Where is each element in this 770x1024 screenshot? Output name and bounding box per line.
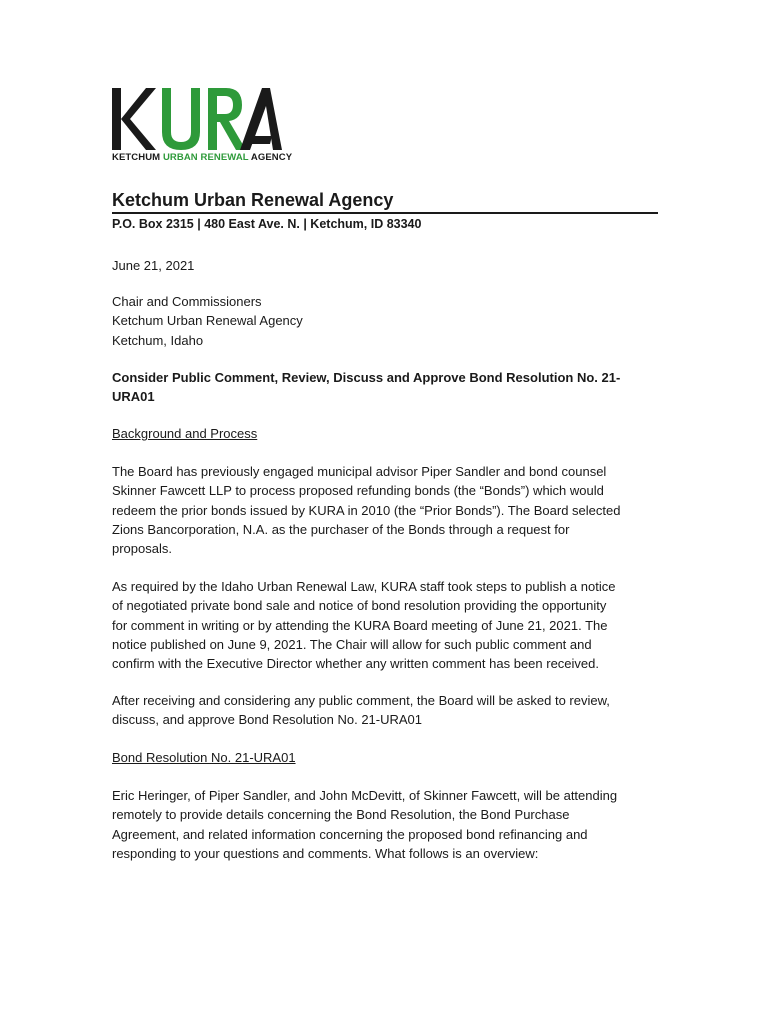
kura-logo bbox=[112, 88, 293, 168]
recipient-line: Chair and Commissioners bbox=[112, 294, 262, 309]
section-heading-bond-resolution: Bond Resolution No. 21-URA01 bbox=[112, 750, 296, 765]
recipient-line: Ketchum Urban Renewal Agency bbox=[112, 313, 303, 329]
letter-date: June 21, 2021 bbox=[112, 258, 195, 273]
paragraph-background-2: As required by the Idaho Urban Renewal Law, KURA staff took steps to publish a notice of negotiated private bond sale and notice of bond resolution providing the opportunity for comment in writing or by attending the KURA Board meeting of June 21, 2021. The notice published on June 9, 2021. The Chair will allow for such public comment and confirm with the Executive Director whether any written comment has been received. bbox=[112, 579, 616, 672]
paragraph-bond-resolution-1: Eric Heringer, of Piper Sandler, and John McDevitt, of Skinner Fawcett, will be attending remotely to provide details concerning the Bond Resolution, the Bond Purchase Agreement, and related information concerning the proposed bond refinancing and responding to your questions and comments. What follows is an overview: bbox=[112, 788, 618, 861]
section-heading-background: Background and Process bbox=[112, 426, 258, 441]
subject-line: Consider Public Comment, Review, Discuss and Approve Bond Resolution No. 21- URA01 bbox=[112, 370, 621, 405]
paragraph-background-1: The Board has previously engaged municipal advisor Piper Sandler and bond counsel Skinner Fawcett LLP to process proposed refunding bonds (the “Bonds”) which would redeem the prior bonds issued by KURA in 2010 (the “Prior Bonds”). The Board selected Zions Bancorporation, N.A. as the purchaser of the Bonds through a request for proposals. bbox=[112, 464, 621, 557]
recipient-block bbox=[112, 292, 662, 350]
kura-logo-mark bbox=[112, 88, 282, 150]
paragraph-background-3: After receiving and considering any public comment, the Board will be asked to review, discuss, and approve Bond Resolution No. 21-URA01 bbox=[112, 693, 610, 728]
header-divider bbox=[112, 212, 658, 214]
logo-caption: KETCHUM URBAN RENEWAL AGENCY bbox=[112, 152, 293, 163]
recipient-line: Ketchum, Idaho bbox=[112, 332, 204, 348]
org-address: P.O. Box 2315 | 480 East Ave. N. | Ketchum, ID 83340 bbox=[112, 217, 422, 231]
org-name-heading: Ketchum Urban Renewal Agency bbox=[112, 190, 394, 210]
